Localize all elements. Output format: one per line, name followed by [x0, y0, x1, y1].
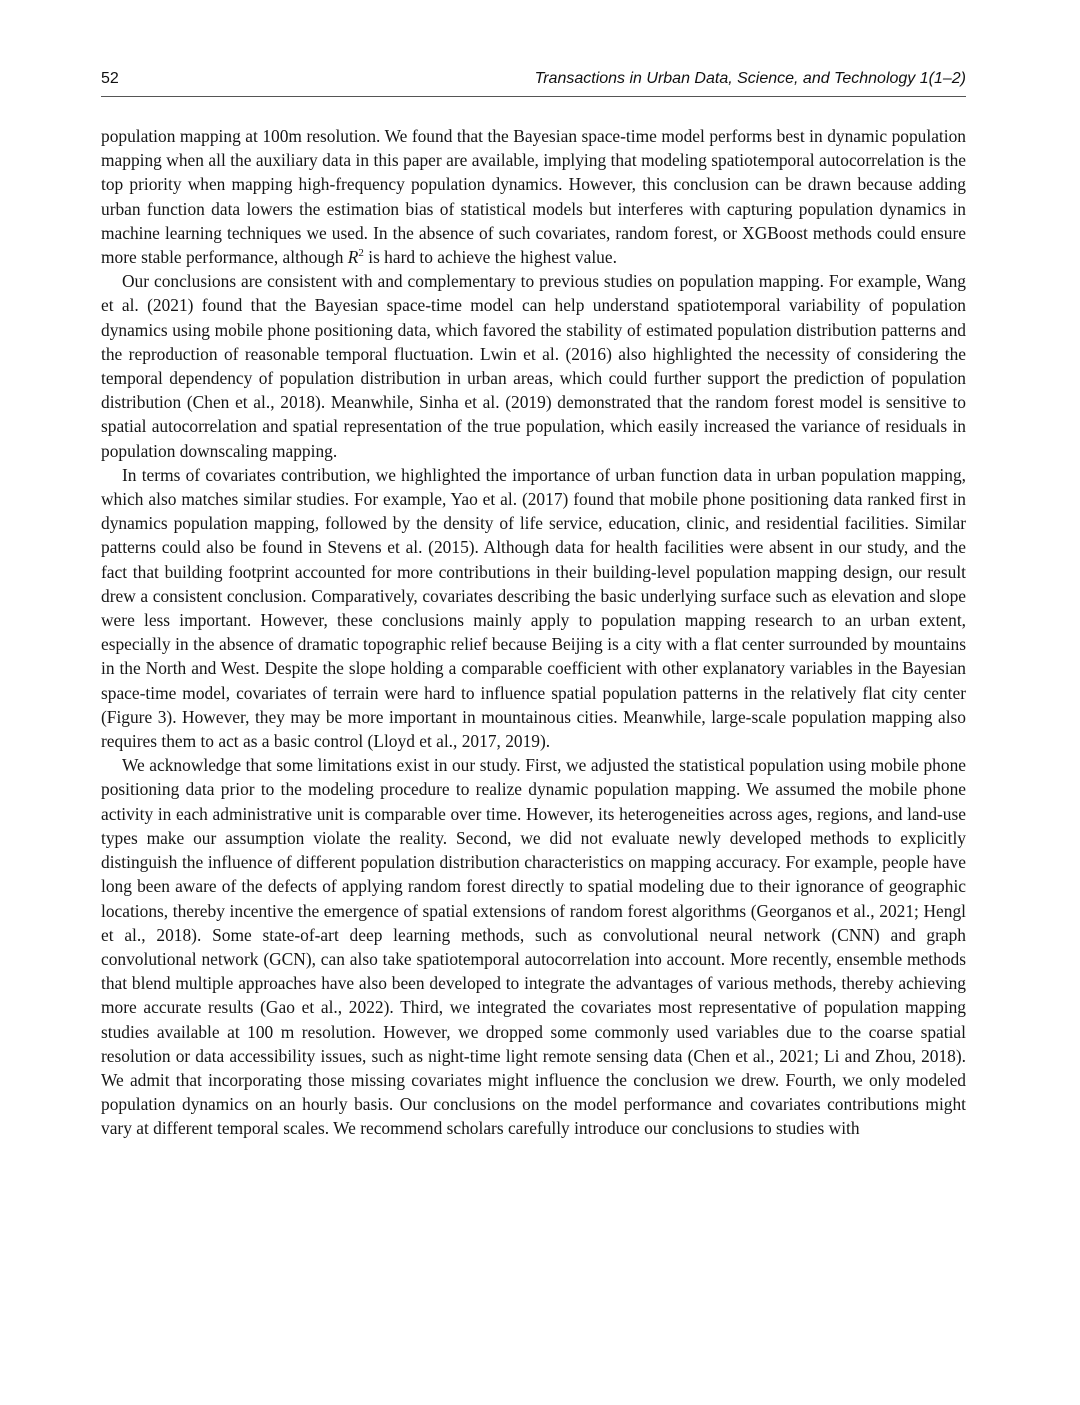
- paragraph-text: population mapping at 100m resolution. We found that the Bayesian space-time model performs best in dynamic population mapping when all the auxiliary data in this paper are available, implying that modeling spatiotemporal autocorrelation is the top priority when mapping high-frequency population dynamics. However, this conclusion can be drawn because adding urban function data lowers the estimation bias of statistical models but interferes with capturing population dynamics in machine learning techniques we used. In the absence of such covariates, random forest, or XGBoost methods could ensure more stable performance, although: [101, 126, 966, 268]
- paragraph-consistency: Our conclusions are consistent with and complementary to previous studies on population mapping. For example, Wang et al. (2021) found that the Bayesian space-time model can help understand spatiotemporal variability of population dynamics using mobile phone positioning data, which favored the stability of estimated population distribution patterns and the reproduction of reasonable temporal fluctuation. Lwin et al. (2016) also highlighted the necessity of considering the temporal dependency of population distribution in urban areas, which could further support the prediction of population distribution (Chen et al., 2018). Meanwhile, Sinha et al. (2019) demonstrated that the random forest model is sensitive to spatial autocorrelation and spatial representation of the true population, which easily increased the variance of residuals in population downscaling mapping.: [101, 271, 966, 461]
- paragraph-limitations: We acknowledge that some limitations exist in our study. First, we adjusted the statistical population using mobile phone positioning data prior to the modeling procedure to realize dynamic population mapping. We assumed the mobile phone activity in each administrative unit is comparable over time. However, its heterogeneities across ages, regions, and land-use types make our assumption violate the reality. Second, we did not evaluate newly developed methods to explicitly distinguish the influence of different population distribution characteristics on mapping accuracy. For example, people have long been aware of the defects of applying random forest directly to spatial modeling due to their ignorance of geographic locations, thereby incentive the emergence of spatial extensions of random forest algorithms (Georganos et al., 2021; Hengl et al., 2018). Some state-of-art deep learning methods, such as convolutional neural network (CNN) and graph convolutional network (GCN), can also take spatiotemporal autocorrelation into account. More recently, ensemble methods that blend multiple approaches have also been developed to integrate the advantages of various methods, thereby achieving more accurate results (Gao et al., 2022). Third, we integrated the covariates most representative of population mapping studies available at 100 m resolution. However, we dropped some commonly used variables due to the coarse spatial resolution or data accessibility issues, such as night-time light remote sensing data (Chen et al., 2021; Li and Zhou, 2018). We admit that incorporating those missing covariates might influence the conclusion we drew. Fourth, we only modeled population dynamics on an hourly basis. Our conclusions on the model performance and covariates contributions might vary at different temporal scales. We recommend scholars carefully introduce our conclusions to studies with: [101, 755, 966, 1139]
- r-squared-exponent: 2: [358, 247, 364, 260]
- paragraph-text-end: is hard to achieve the highest value.: [363, 247, 617, 268]
- r-squared-symbol: R: [347, 247, 359, 268]
- paragraph-covariates: In terms of covariates contribution, we highlighted the importance of urban function data in urban population mapping, which also matches similar studies. For example, Yao et al. (2017) found that mobile phone positioning data ranked first in dynamics population mapping, followed by the density of life service, education, clinic, and residential facilities. Similar patterns could also be found in Stevens et al. (2015). Although data for health facilities were absent in our study, and the fact that building footprint accounted for more contributions in their building-level population mapping design, our result drew a consistent conclusion. Comparatively, covariates describing the basic underlying surface such as elevation and slope were less important. However, these conclusions mainly apply to population mapping research to an urban extent, especially in the absence of dramatic topographic relief because Beijing is a city with a flat center surrounded by mountains in the North and West. Despite the slope holding a comparable coefficient with other explanatory variables in the Bayesian space-time model, covariates of terrain were hard to influence spatial population patterns in the relatively flat city center (Figure 3). However, they may be more important in mountainous cities. Meanwhile, large-scale population mapping also requires them to act as a basic control (Lloyd et al., 2017, 2019).: [101, 464, 966, 752]
- page-number: 52: [101, 70, 119, 87]
- journal-title: Transactions in Urban Data, Science, and Technology 1(1–2): [534, 70, 966, 87]
- paragraph-continued: [101, 124, 966, 269]
- running-header: [101, 66, 966, 97]
- article-body: [101, 124, 966, 1141]
